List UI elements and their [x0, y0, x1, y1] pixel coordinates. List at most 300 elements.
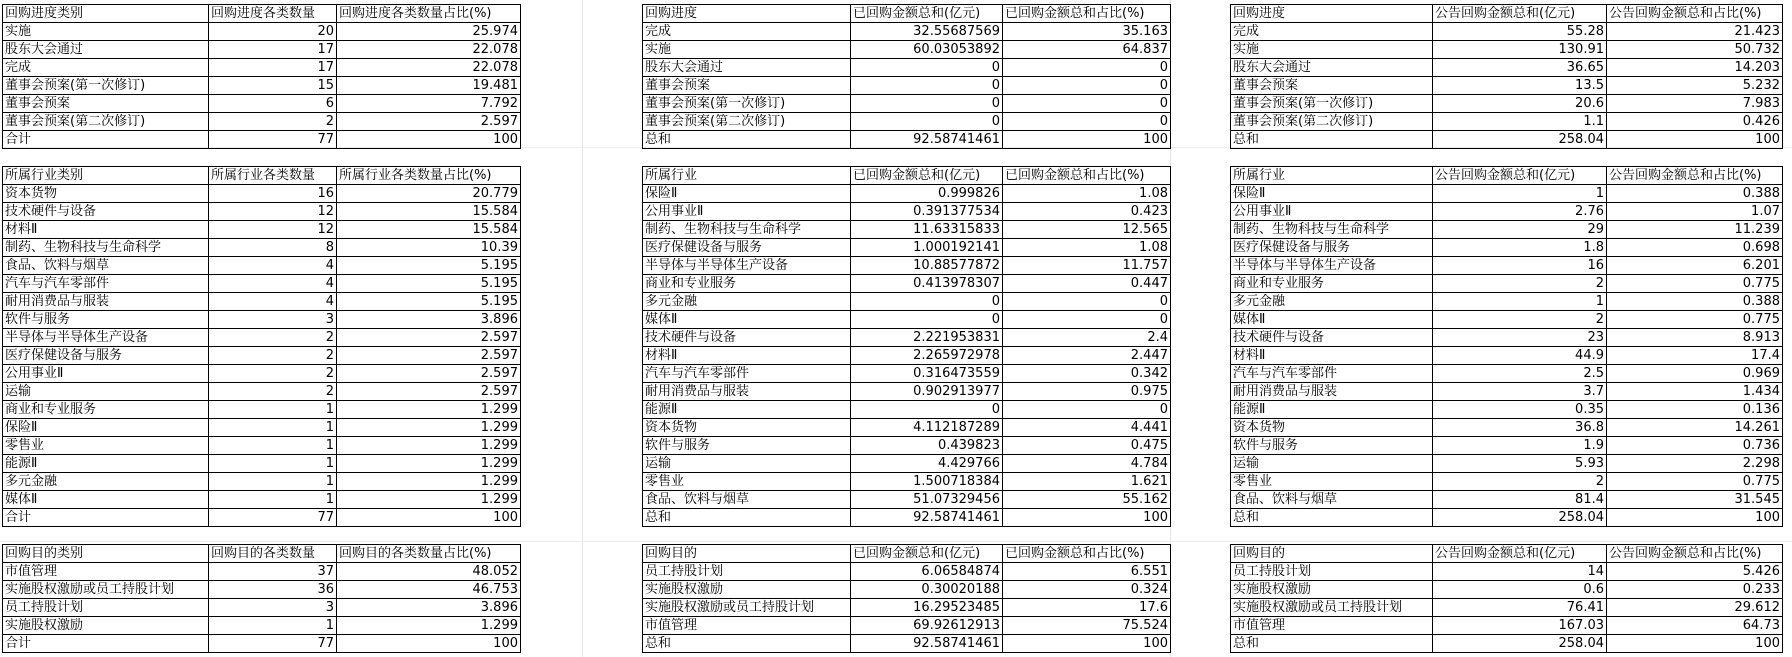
header-cell[interactable]: 已回购金额总和(亿元) [851, 545, 1003, 563]
value-cell[interactable]: 2 [209, 347, 337, 365]
row-label-cell[interactable]: 食品、饮料与烟草 [1231, 491, 1433, 509]
row-label-cell[interactable]: 材料Ⅱ [643, 347, 851, 365]
value-cell[interactable]: 13.5 [1433, 77, 1607, 95]
row-label-cell[interactable]: 汽车与汽车零部件 [643, 365, 851, 383]
row-label-cell[interactable]: 多元金融 [1231, 293, 1433, 311]
value-cell[interactable]: 5.195 [337, 275, 521, 293]
value-cell[interactable]: 16.29523485 [851, 599, 1003, 617]
header-cell[interactable]: 已回购金额总和(亿元) [851, 167, 1003, 185]
value-cell[interactable]: 2 [1433, 275, 1607, 293]
value-cell[interactable]: 0.136 [1607, 401, 1783, 419]
value-cell[interactable]: 2 [1433, 473, 1607, 491]
value-cell[interactable]: 31.545 [1607, 491, 1783, 509]
value-cell[interactable]: 1.08 [1003, 239, 1171, 257]
header-cell[interactable]: 所属行业类别 [3, 167, 209, 185]
value-cell[interactable]: 92.58741461 [851, 635, 1003, 653]
value-cell[interactable]: 0 [1003, 59, 1171, 77]
value-cell[interactable]: 1 [209, 419, 337, 437]
header-cell[interactable]: 回购目的类别 [3, 545, 209, 563]
header-cell[interactable]: 公告回购金额总和(亿元) [1433, 167, 1607, 185]
row-label-cell[interactable]: 董事会预案 [643, 77, 851, 95]
row-label-cell[interactable]: 耐用消费品与服装 [643, 383, 851, 401]
value-cell[interactable]: 100 [1003, 131, 1171, 149]
value-cell[interactable]: 17.4 [1607, 347, 1783, 365]
value-cell[interactable]: 5.93 [1433, 455, 1607, 473]
row-label-cell[interactable]: 员工持股计划 [643, 563, 851, 581]
value-cell[interactable]: 0.975 [1003, 383, 1171, 401]
value-cell[interactable]: 11.239 [1607, 221, 1783, 239]
row-label-cell[interactable]: 董事会预案 [3, 95, 209, 113]
value-cell[interactable]: 1 [1433, 293, 1607, 311]
header-cell[interactable]: 所属行业各类数量占比(%) [337, 167, 521, 185]
value-cell[interactable]: 77 [209, 635, 337, 653]
row-label-cell[interactable]: 总和 [1231, 509, 1433, 527]
row-label-cell[interactable]: 资本货物 [643, 419, 851, 437]
value-cell[interactable]: 92.58741461 [851, 131, 1003, 149]
value-cell[interactable]: 0.775 [1607, 275, 1783, 293]
value-cell[interactable]: 0.475 [1003, 437, 1171, 455]
value-cell[interactable]: 15 [209, 77, 337, 95]
value-cell[interactable]: 35.163 [1003, 23, 1171, 41]
header-cell[interactable]: 所属行业 [643, 167, 851, 185]
value-cell[interactable]: 37 [209, 563, 337, 581]
value-cell[interactable]: 0.736 [1607, 437, 1783, 455]
value-cell[interactable]: 55.28 [1433, 23, 1607, 41]
value-cell[interactable]: 1.08 [1003, 185, 1171, 203]
value-cell[interactable]: 0 [1003, 113, 1171, 131]
header-cell[interactable]: 公告回购金额总和(亿元) [1433, 545, 1607, 563]
value-cell[interactable]: 1 [209, 437, 337, 455]
value-cell[interactable]: 0 [851, 293, 1003, 311]
value-cell[interactable]: 76.41 [1433, 599, 1607, 617]
row-label-cell[interactable]: 完成 [3, 59, 209, 77]
value-cell[interactable]: 2.221953831 [851, 329, 1003, 347]
value-cell[interactable]: 4 [209, 275, 337, 293]
row-label-cell[interactable]: 能源Ⅱ [643, 401, 851, 419]
row-label-cell[interactable]: 总和 [1231, 635, 1433, 653]
row-label-cell[interactable]: 零售业 [643, 473, 851, 491]
value-cell[interactable]: 12.565 [1003, 221, 1171, 239]
value-cell[interactable]: 1 [209, 491, 337, 509]
value-cell[interactable]: 29.612 [1607, 599, 1783, 617]
row-label-cell[interactable]: 实施 [1231, 41, 1433, 59]
value-cell[interactable]: 36.65 [1433, 59, 1607, 77]
row-label-cell[interactable]: 商业和专业服务 [1231, 275, 1433, 293]
row-label-cell[interactable]: 软件与服务 [3, 311, 209, 329]
value-cell[interactable]: 0.6 [1433, 581, 1607, 599]
value-cell[interactable]: 64.73 [1607, 617, 1783, 635]
value-cell[interactable]: 21.423 [1607, 23, 1783, 41]
value-cell[interactable]: 0.423 [1003, 203, 1171, 221]
row-label-cell[interactable]: 保险Ⅱ [643, 185, 851, 203]
value-cell[interactable]: 0.969 [1607, 365, 1783, 383]
value-cell[interactable]: 1.621 [1003, 473, 1171, 491]
value-cell[interactable]: 258.04 [1433, 509, 1607, 527]
row-label-cell[interactable]: 实施股权激励或员工持股计划 [3, 581, 209, 599]
value-cell[interactable]: 0 [1003, 95, 1171, 113]
value-cell[interactable]: 4.112187289 [851, 419, 1003, 437]
value-cell[interactable]: 46.753 [337, 581, 521, 599]
header-cell[interactable]: 回购目的各类数量 [209, 545, 337, 563]
row-label-cell[interactable]: 运输 [643, 455, 851, 473]
value-cell[interactable]: 2.597 [337, 347, 521, 365]
header-cell[interactable]: 回购进度 [643, 5, 851, 23]
row-label-cell[interactable]: 股东大会通过 [1231, 59, 1433, 77]
header-cell[interactable]: 回购目的 [643, 545, 851, 563]
value-cell[interactable]: 4.441 [1003, 419, 1171, 437]
header-cell[interactable]: 回购目的 [1231, 545, 1433, 563]
row-label-cell[interactable]: 材料Ⅱ [3, 221, 209, 239]
row-label-cell[interactable]: 媒体Ⅱ [643, 311, 851, 329]
row-label-cell[interactable]: 总和 [1231, 131, 1433, 149]
value-cell[interactable]: 2.298 [1607, 455, 1783, 473]
value-cell[interactable]: 6 [209, 95, 337, 113]
row-label-cell[interactable]: 股东大会通过 [3, 41, 209, 59]
row-label-cell[interactable]: 董事会预案(第一次修订) [1231, 95, 1433, 113]
row-label-cell[interactable]: 媒体Ⅱ [1231, 311, 1433, 329]
row-label-cell[interactable]: 半导体与半导体生产设备 [643, 257, 851, 275]
row-label-cell[interactable]: 董事会预案(第一次修订) [3, 77, 209, 95]
value-cell[interactable]: 16 [1433, 257, 1607, 275]
value-cell[interactable]: 1.299 [337, 617, 521, 635]
row-label-cell[interactable]: 制药、生物科技与生命科学 [643, 221, 851, 239]
value-cell[interactable]: 16 [209, 185, 337, 203]
value-cell[interactable]: 29 [1433, 221, 1607, 239]
row-label-cell[interactable]: 能源Ⅱ [3, 455, 209, 473]
header-cell[interactable]: 回购目的各类数量占比(%) [337, 545, 521, 563]
value-cell[interactable]: 2.76 [1433, 203, 1607, 221]
value-cell[interactable]: 12 [209, 203, 337, 221]
value-cell[interactable]: 5.195 [337, 257, 521, 275]
row-label-cell[interactable]: 合计 [3, 635, 209, 653]
value-cell[interactable]: 1.9 [1433, 437, 1607, 455]
value-cell[interactable]: 0.316473559 [851, 365, 1003, 383]
value-cell[interactable]: 0.391377534 [851, 203, 1003, 221]
value-cell[interactable]: 32.55687569 [851, 23, 1003, 41]
value-cell[interactable]: 23 [1433, 329, 1607, 347]
value-cell[interactable]: 11.63315833 [851, 221, 1003, 239]
row-label-cell[interactable]: 零售业 [1231, 473, 1433, 491]
value-cell[interactable]: 0.233 [1607, 581, 1783, 599]
value-cell[interactable]: 258.04 [1433, 131, 1607, 149]
header-cell[interactable]: 公告回购金额总和占比(%) [1607, 545, 1783, 563]
value-cell[interactable]: 0.447 [1003, 275, 1171, 293]
row-label-cell[interactable]: 医疗保健设备与服务 [1231, 239, 1433, 257]
value-cell[interactable]: 0 [851, 113, 1003, 131]
value-cell[interactable]: 2 [209, 365, 337, 383]
value-cell[interactable]: 4 [209, 257, 337, 275]
row-label-cell[interactable]: 实施股权激励 [1231, 581, 1433, 599]
row-label-cell[interactable]: 股东大会通过 [643, 59, 851, 77]
value-cell[interactable]: 0 [1003, 401, 1171, 419]
value-cell[interactable]: 0.775 [1607, 473, 1783, 491]
value-cell[interactable]: 8.913 [1607, 329, 1783, 347]
value-cell[interactable]: 69.92612913 [851, 617, 1003, 635]
value-cell[interactable]: 20.779 [337, 185, 521, 203]
value-cell[interactable]: 0 [851, 77, 1003, 95]
row-label-cell[interactable]: 员工持股计划 [3, 599, 209, 617]
value-cell[interactable]: 4.784 [1003, 455, 1171, 473]
header-cell[interactable]: 已回购金额总和占比(%) [1003, 167, 1171, 185]
row-label-cell[interactable]: 汽车与汽车零部件 [1231, 365, 1433, 383]
value-cell[interactable]: 10.39 [337, 239, 521, 257]
row-label-cell[interactable]: 技术硬件与设备 [1231, 329, 1433, 347]
row-label-cell[interactable]: 董事会预案(第二次修订) [3, 113, 209, 131]
header-cell[interactable]: 公告回购金额总和(亿元) [1433, 5, 1607, 23]
value-cell[interactable]: 0 [851, 311, 1003, 329]
value-cell[interactable]: 5.426 [1607, 563, 1783, 581]
row-label-cell[interactable]: 商业和专业服务 [3, 401, 209, 419]
row-label-cell[interactable]: 多元金融 [3, 473, 209, 491]
row-label-cell[interactable]: 资本货物 [3, 185, 209, 203]
value-cell[interactable]: 6.551 [1003, 563, 1171, 581]
row-label-cell[interactable]: 实施股权激励 [3, 617, 209, 635]
value-cell[interactable]: 25.974 [337, 23, 521, 41]
row-label-cell[interactable]: 材料Ⅱ [1231, 347, 1433, 365]
row-label-cell[interactable]: 保险Ⅱ [1231, 185, 1433, 203]
value-cell[interactable]: 17.6 [1003, 599, 1171, 617]
value-cell[interactable]: 36.8 [1433, 419, 1607, 437]
value-cell[interactable]: 22.078 [337, 59, 521, 77]
value-cell[interactable]: 6.06584874 [851, 563, 1003, 581]
value-cell[interactable]: 81.4 [1433, 491, 1607, 509]
row-label-cell[interactable]: 汽车与汽车零部件 [3, 275, 209, 293]
value-cell[interactable]: 1.1 [1433, 113, 1607, 131]
value-cell[interactable]: 1 [209, 455, 337, 473]
value-cell[interactable]: 167.03 [1433, 617, 1607, 635]
header-cell[interactable]: 回购进度各类数量占比(%) [337, 5, 521, 23]
row-label-cell[interactable]: 董事会预案 [1231, 77, 1433, 95]
value-cell[interactable]: 1.299 [337, 401, 521, 419]
header-cell[interactable]: 已回购金额总和占比(%) [1003, 5, 1171, 23]
value-cell[interactable]: 0.388 [1607, 293, 1783, 311]
value-cell[interactable]: 17 [209, 41, 337, 59]
value-cell[interactable]: 3.896 [337, 599, 521, 617]
value-cell[interactable]: 100 [337, 131, 521, 149]
value-cell[interactable]: 17 [209, 59, 337, 77]
value-cell[interactable]: 100 [1607, 131, 1783, 149]
row-label-cell[interactable]: 董事会预案(第二次修订) [643, 113, 851, 131]
value-cell[interactable]: 2.597 [337, 383, 521, 401]
header-cell[interactable]: 已回购金额总和(亿元) [851, 5, 1003, 23]
value-cell[interactable]: 1.299 [337, 491, 521, 509]
value-cell[interactable]: 258.04 [1433, 635, 1607, 653]
row-label-cell[interactable]: 总和 [643, 509, 851, 527]
value-cell[interactable]: 4 [209, 293, 337, 311]
value-cell[interactable]: 15.584 [337, 203, 521, 221]
value-cell[interactable]: 1.434 [1607, 383, 1783, 401]
row-label-cell[interactable]: 半导体与半导体生产设备 [3, 329, 209, 347]
value-cell[interactable]: 0 [1003, 77, 1171, 95]
value-cell[interactable]: 0.775 [1607, 311, 1783, 329]
value-cell[interactable]: 0 [1003, 311, 1171, 329]
row-label-cell[interactable]: 保险Ⅱ [3, 419, 209, 437]
row-label-cell[interactable]: 医疗保健设备与服务 [3, 347, 209, 365]
value-cell[interactable]: 0 [851, 401, 1003, 419]
value-cell[interactable]: 1.299 [337, 473, 521, 491]
value-cell[interactable]: 0.902913977 [851, 383, 1003, 401]
row-label-cell[interactable]: 董事会预案(第二次修订) [1231, 113, 1433, 131]
value-cell[interactable]: 100 [1003, 635, 1171, 653]
row-label-cell[interactable]: 制药、生物科技与生命科学 [1231, 221, 1433, 239]
value-cell[interactable]: 2 [1433, 311, 1607, 329]
value-cell[interactable]: 20 [209, 23, 337, 41]
value-cell[interactable]: 2.265972978 [851, 347, 1003, 365]
row-label-cell[interactable]: 耐用消费品与服装 [3, 293, 209, 311]
value-cell[interactable]: 19.481 [337, 77, 521, 95]
header-cell[interactable]: 已回购金额总和占比(%) [1003, 545, 1171, 563]
value-cell[interactable]: 55.162 [1003, 491, 1171, 509]
value-cell[interactable]: 1.299 [337, 437, 521, 455]
value-cell[interactable]: 2 [209, 383, 337, 401]
value-cell[interactable]: 0.388 [1607, 185, 1783, 203]
row-label-cell[interactable]: 软件与服务 [1231, 437, 1433, 455]
row-label-cell[interactable]: 员工持股计划 [1231, 563, 1433, 581]
row-label-cell[interactable]: 半导体与半导体生产设备 [1231, 257, 1433, 275]
header-cell[interactable]: 公告回购金额总和占比(%) [1607, 5, 1783, 23]
value-cell[interactable]: 3.7 [1433, 383, 1607, 401]
value-cell[interactable]: 51.07329456 [851, 491, 1003, 509]
value-cell[interactable]: 50.732 [1607, 41, 1783, 59]
value-cell[interactable]: 77 [209, 131, 337, 149]
value-cell[interactable]: 100 [337, 635, 521, 653]
row-label-cell[interactable]: 公用事业Ⅱ [643, 203, 851, 221]
value-cell[interactable]: 0.698 [1607, 239, 1783, 257]
row-label-cell[interactable]: 耐用消费品与服装 [1231, 383, 1433, 401]
row-label-cell[interactable]: 商业和专业服务 [643, 275, 851, 293]
row-label-cell[interactable]: 零售业 [3, 437, 209, 455]
value-cell[interactable]: 1.299 [337, 419, 521, 437]
row-label-cell[interactable]: 食品、饮料与烟草 [3, 257, 209, 275]
row-label-cell[interactable]: 实施股权激励或员工持股计划 [1231, 599, 1433, 617]
row-label-cell[interactable]: 软件与服务 [643, 437, 851, 455]
header-cell[interactable]: 所属行业 [1231, 167, 1433, 185]
row-label-cell[interactable]: 技术硬件与设备 [3, 203, 209, 221]
value-cell[interactable]: 1.000192141 [851, 239, 1003, 257]
value-cell[interactable]: 1 [209, 473, 337, 491]
header-cell[interactable]: 回购进度类别 [3, 5, 209, 23]
value-cell[interactable]: 2.447 [1003, 347, 1171, 365]
value-cell[interactable]: 2 [209, 329, 337, 347]
header-cell[interactable]: 回购进度 [1231, 5, 1433, 23]
row-label-cell[interactable]: 总和 [643, 131, 851, 149]
row-label-cell[interactable]: 实施 [643, 41, 851, 59]
value-cell[interactable]: 0.426 [1607, 113, 1783, 131]
header-cell[interactable]: 公告回购金额总和占比(%) [1607, 167, 1783, 185]
value-cell[interactable]: 0.413978307 [851, 275, 1003, 293]
row-label-cell[interactable]: 资本货物 [1231, 419, 1433, 437]
value-cell[interactable]: 0 [1003, 293, 1171, 311]
value-cell[interactable]: 0.324 [1003, 581, 1171, 599]
value-cell[interactable]: 5.232 [1607, 77, 1783, 95]
value-cell[interactable]: 20.6 [1433, 95, 1607, 113]
value-cell[interactable]: 75.524 [1003, 617, 1171, 635]
value-cell[interactable]: 7.983 [1607, 95, 1783, 113]
value-cell[interactable]: 77 [209, 509, 337, 527]
value-cell[interactable]: 100 [337, 509, 521, 527]
row-label-cell[interactable]: 合计 [3, 131, 209, 149]
row-label-cell[interactable]: 公用事业Ⅱ [3, 365, 209, 383]
row-label-cell[interactable]: 总和 [643, 635, 851, 653]
value-cell[interactable]: 12 [209, 221, 337, 239]
value-cell[interactable]: 0.342 [1003, 365, 1171, 383]
row-label-cell[interactable]: 医疗保健设备与服务 [643, 239, 851, 257]
row-label-cell[interactable]: 市值管理 [3, 563, 209, 581]
value-cell[interactable]: 100 [1607, 509, 1783, 527]
value-cell[interactable]: 14.261 [1607, 419, 1783, 437]
value-cell[interactable]: 22.078 [337, 41, 521, 59]
row-label-cell[interactable]: 食品、饮料与烟草 [643, 491, 851, 509]
value-cell[interactable]: 1 [1433, 185, 1607, 203]
value-cell[interactable]: 3 [209, 311, 337, 329]
row-label-cell[interactable]: 市值管理 [643, 617, 851, 635]
row-label-cell[interactable]: 实施 [3, 23, 209, 41]
row-label-cell[interactable]: 多元金融 [643, 293, 851, 311]
header-cell[interactable]: 所属行业各类数量 [209, 167, 337, 185]
value-cell[interactable]: 14.203 [1607, 59, 1783, 77]
row-label-cell[interactable]: 市值管理 [1231, 617, 1433, 635]
value-cell[interactable]: 8 [209, 239, 337, 257]
value-cell[interactable]: 2.4 [1003, 329, 1171, 347]
value-cell[interactable]: 2.597 [337, 329, 521, 347]
row-label-cell[interactable]: 实施股权激励或员工持股计划 [643, 599, 851, 617]
value-cell[interactable]: 36 [209, 581, 337, 599]
value-cell[interactable]: 14 [1433, 563, 1607, 581]
value-cell[interactable]: 1 [209, 617, 337, 635]
row-label-cell[interactable]: 能源Ⅱ [1231, 401, 1433, 419]
value-cell[interactable]: 92.58741461 [851, 509, 1003, 527]
value-cell[interactable]: 0.35 [1433, 401, 1607, 419]
value-cell[interactable]: 11.757 [1003, 257, 1171, 275]
value-cell[interactable]: 15.584 [337, 221, 521, 239]
value-cell[interactable]: 7.792 [337, 95, 521, 113]
value-cell[interactable]: 6.201 [1607, 257, 1783, 275]
value-cell[interactable]: 64.837 [1003, 41, 1171, 59]
value-cell[interactable]: 0 [851, 95, 1003, 113]
row-label-cell[interactable]: 媒体Ⅱ [3, 491, 209, 509]
row-label-cell[interactable]: 合计 [3, 509, 209, 527]
value-cell[interactable]: 0.439823 [851, 437, 1003, 455]
value-cell[interactable]: 44.9 [1433, 347, 1607, 365]
value-cell[interactable]: 3 [209, 599, 337, 617]
value-cell[interactable]: 0.999826 [851, 185, 1003, 203]
row-label-cell[interactable]: 运输 [3, 383, 209, 401]
value-cell[interactable]: 2 [209, 113, 337, 131]
row-label-cell[interactable]: 完成 [1231, 23, 1433, 41]
value-cell[interactable]: 1 [209, 401, 337, 419]
value-cell[interactable]: 130.91 [1433, 41, 1607, 59]
value-cell[interactable]: 1.299 [337, 455, 521, 473]
value-cell[interactable]: 48.052 [337, 563, 521, 581]
row-label-cell[interactable]: 完成 [643, 23, 851, 41]
row-label-cell[interactable]: 运输 [1231, 455, 1433, 473]
value-cell[interactable]: 0 [851, 59, 1003, 77]
row-label-cell[interactable]: 技术硬件与设备 [643, 329, 851, 347]
value-cell[interactable]: 60.03053892 [851, 41, 1003, 59]
row-label-cell[interactable]: 董事会预案(第一次修订) [643, 95, 851, 113]
value-cell[interactable]: 100 [1607, 635, 1783, 653]
value-cell[interactable]: 2.597 [337, 365, 521, 383]
row-label-cell[interactable]: 公用事业Ⅱ [1231, 203, 1433, 221]
value-cell[interactable]: 5.195 [337, 293, 521, 311]
row-label-cell[interactable]: 制药、生物科技与生命科学 [3, 239, 209, 257]
value-cell[interactable]: 3.896 [337, 311, 521, 329]
header-cell[interactable]: 回购进度各类数量 [209, 5, 337, 23]
value-cell[interactable]: 2.597 [337, 113, 521, 131]
value-cell[interactable]: 100 [1003, 509, 1171, 527]
value-cell[interactable]: 4.429766 [851, 455, 1003, 473]
value-cell[interactable]: 1.500718384 [851, 473, 1003, 491]
